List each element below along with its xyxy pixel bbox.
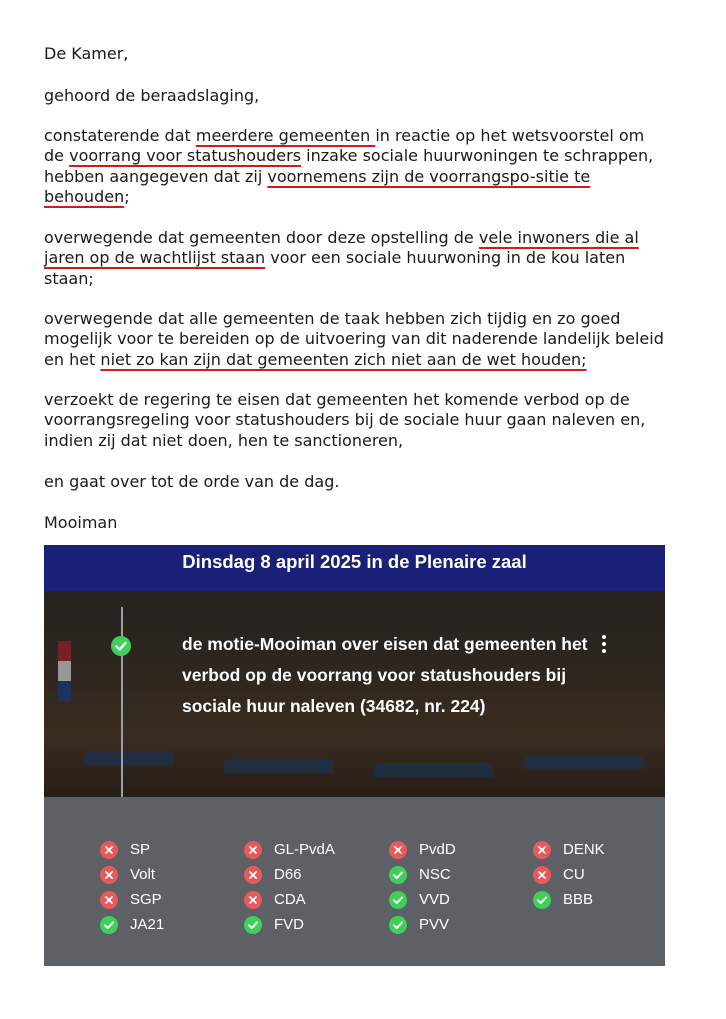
highlighted-phrase: niet zo kan zijn dat gemeenten zich niet aan de wet houden;	[100, 349, 587, 369]
party-name: CU	[563, 866, 585, 883]
vote-result-card	[44, 545, 665, 966]
heard-line: gehoord de beraadslaging,	[44, 86, 260, 105]
vote-date-header: Dinsdag 8 april 2025 in de Plenaire zaal	[44, 545, 665, 591]
party-name: Volt	[130, 866, 156, 883]
check-circle-icon	[533, 891, 551, 909]
closing-line: en gaat over tot de orde van de dag.	[44, 472, 340, 491]
x-circle-icon	[533, 866, 551, 884]
party-name: VVD	[419, 891, 450, 908]
highlighted-phrase: meerdere gemeenten	[195, 126, 376, 145]
salutation: De Kamer,	[44, 44, 129, 63]
paragraph-overwegende-2	[44, 309, 664, 370]
party-name: SP	[130, 841, 151, 858]
x-circle-icon	[100, 841, 118, 859]
plenary-hall-photo	[44, 591, 665, 797]
text-segment: overwegende dat gemeenten door deze opstelling de	[44, 228, 479, 247]
text-segment: constaterende dat	[44, 126, 196, 145]
party-name: JA21	[130, 916, 165, 933]
text-segment: ;	[124, 186, 130, 206]
check-circle-icon	[389, 866, 407, 884]
paragraph-verzoekt: verzoekt de regering te eisen dat gemeenten het komende verbod op de voorrangsregeling voor statushouders bij de sociale huur gaan naleven en, indien zij dat niet doen, hen te sanctioneren,	[44, 390, 646, 450]
x-circle-icon	[244, 891, 262, 909]
x-circle-icon	[100, 891, 118, 909]
check-circle-icon	[111, 636, 131, 656]
check-circle-icon	[244, 916, 262, 934]
party-name: PVV	[419, 916, 450, 933]
party-name: NSC	[419, 866, 451, 883]
x-circle-icon	[533, 841, 551, 859]
check-circle-icon	[389, 891, 407, 909]
text-segment: voor een sociale huurwoning in de kou laten staan;	[44, 248, 626, 288]
highlighted-phrase: voorrang voor statushouders	[69, 146, 302, 166]
text-segment: inzake sociale huurwoningen te schrappen, hebben aangegeven dat zij	[44, 146, 654, 186]
x-circle-icon	[244, 841, 262, 859]
text-segment: in reactie op het wetsvoorstel om de	[44, 126, 645, 166]
text-segment: overwegende dat alle gemeenten de taak hebben zich tijdig en zo goed mogelijk voor te bereiden op de uitvoering van dit naderende landelijk beleid en het	[44, 309, 664, 369]
party-name: SGP	[130, 891, 162, 908]
party-name: D66	[274, 866, 302, 883]
party-votes-grid	[44, 797, 665, 966]
x-circle-icon	[100, 866, 118, 884]
paragraph-overwegende-1	[44, 228, 664, 289]
highlighted-phrase: voornemens zijn de voorrangspo-sitie te behouden	[44, 166, 591, 206]
signature: Mooiman	[44, 513, 118, 532]
party-name: PvdD	[419, 841, 456, 858]
party-name: DENK	[563, 841, 605, 858]
more-options-icon[interactable]	[598, 635, 610, 657]
highlighted-phrase: vele inwoners die al jaren op de wachtlijst staan	[44, 228, 639, 268]
x-circle-icon	[389, 841, 407, 859]
paragraph-constaterende	[44, 126, 664, 207]
party-name: GL-PvdA	[274, 841, 335, 858]
party-name: CDA	[274, 891, 306, 908]
check-circle-icon	[100, 916, 118, 934]
check-circle-icon	[389, 916, 407, 934]
party-name: BBB	[563, 891, 594, 908]
party-name: FVD	[274, 916, 304, 933]
x-circle-icon	[244, 866, 262, 884]
motion-title[interactable]: de motie-Mooiman over eisen dat gemeenten het verbod op de voorrang voor statushouders bij sociale huur naleven (34682, nr. 224)	[182, 634, 588, 716]
